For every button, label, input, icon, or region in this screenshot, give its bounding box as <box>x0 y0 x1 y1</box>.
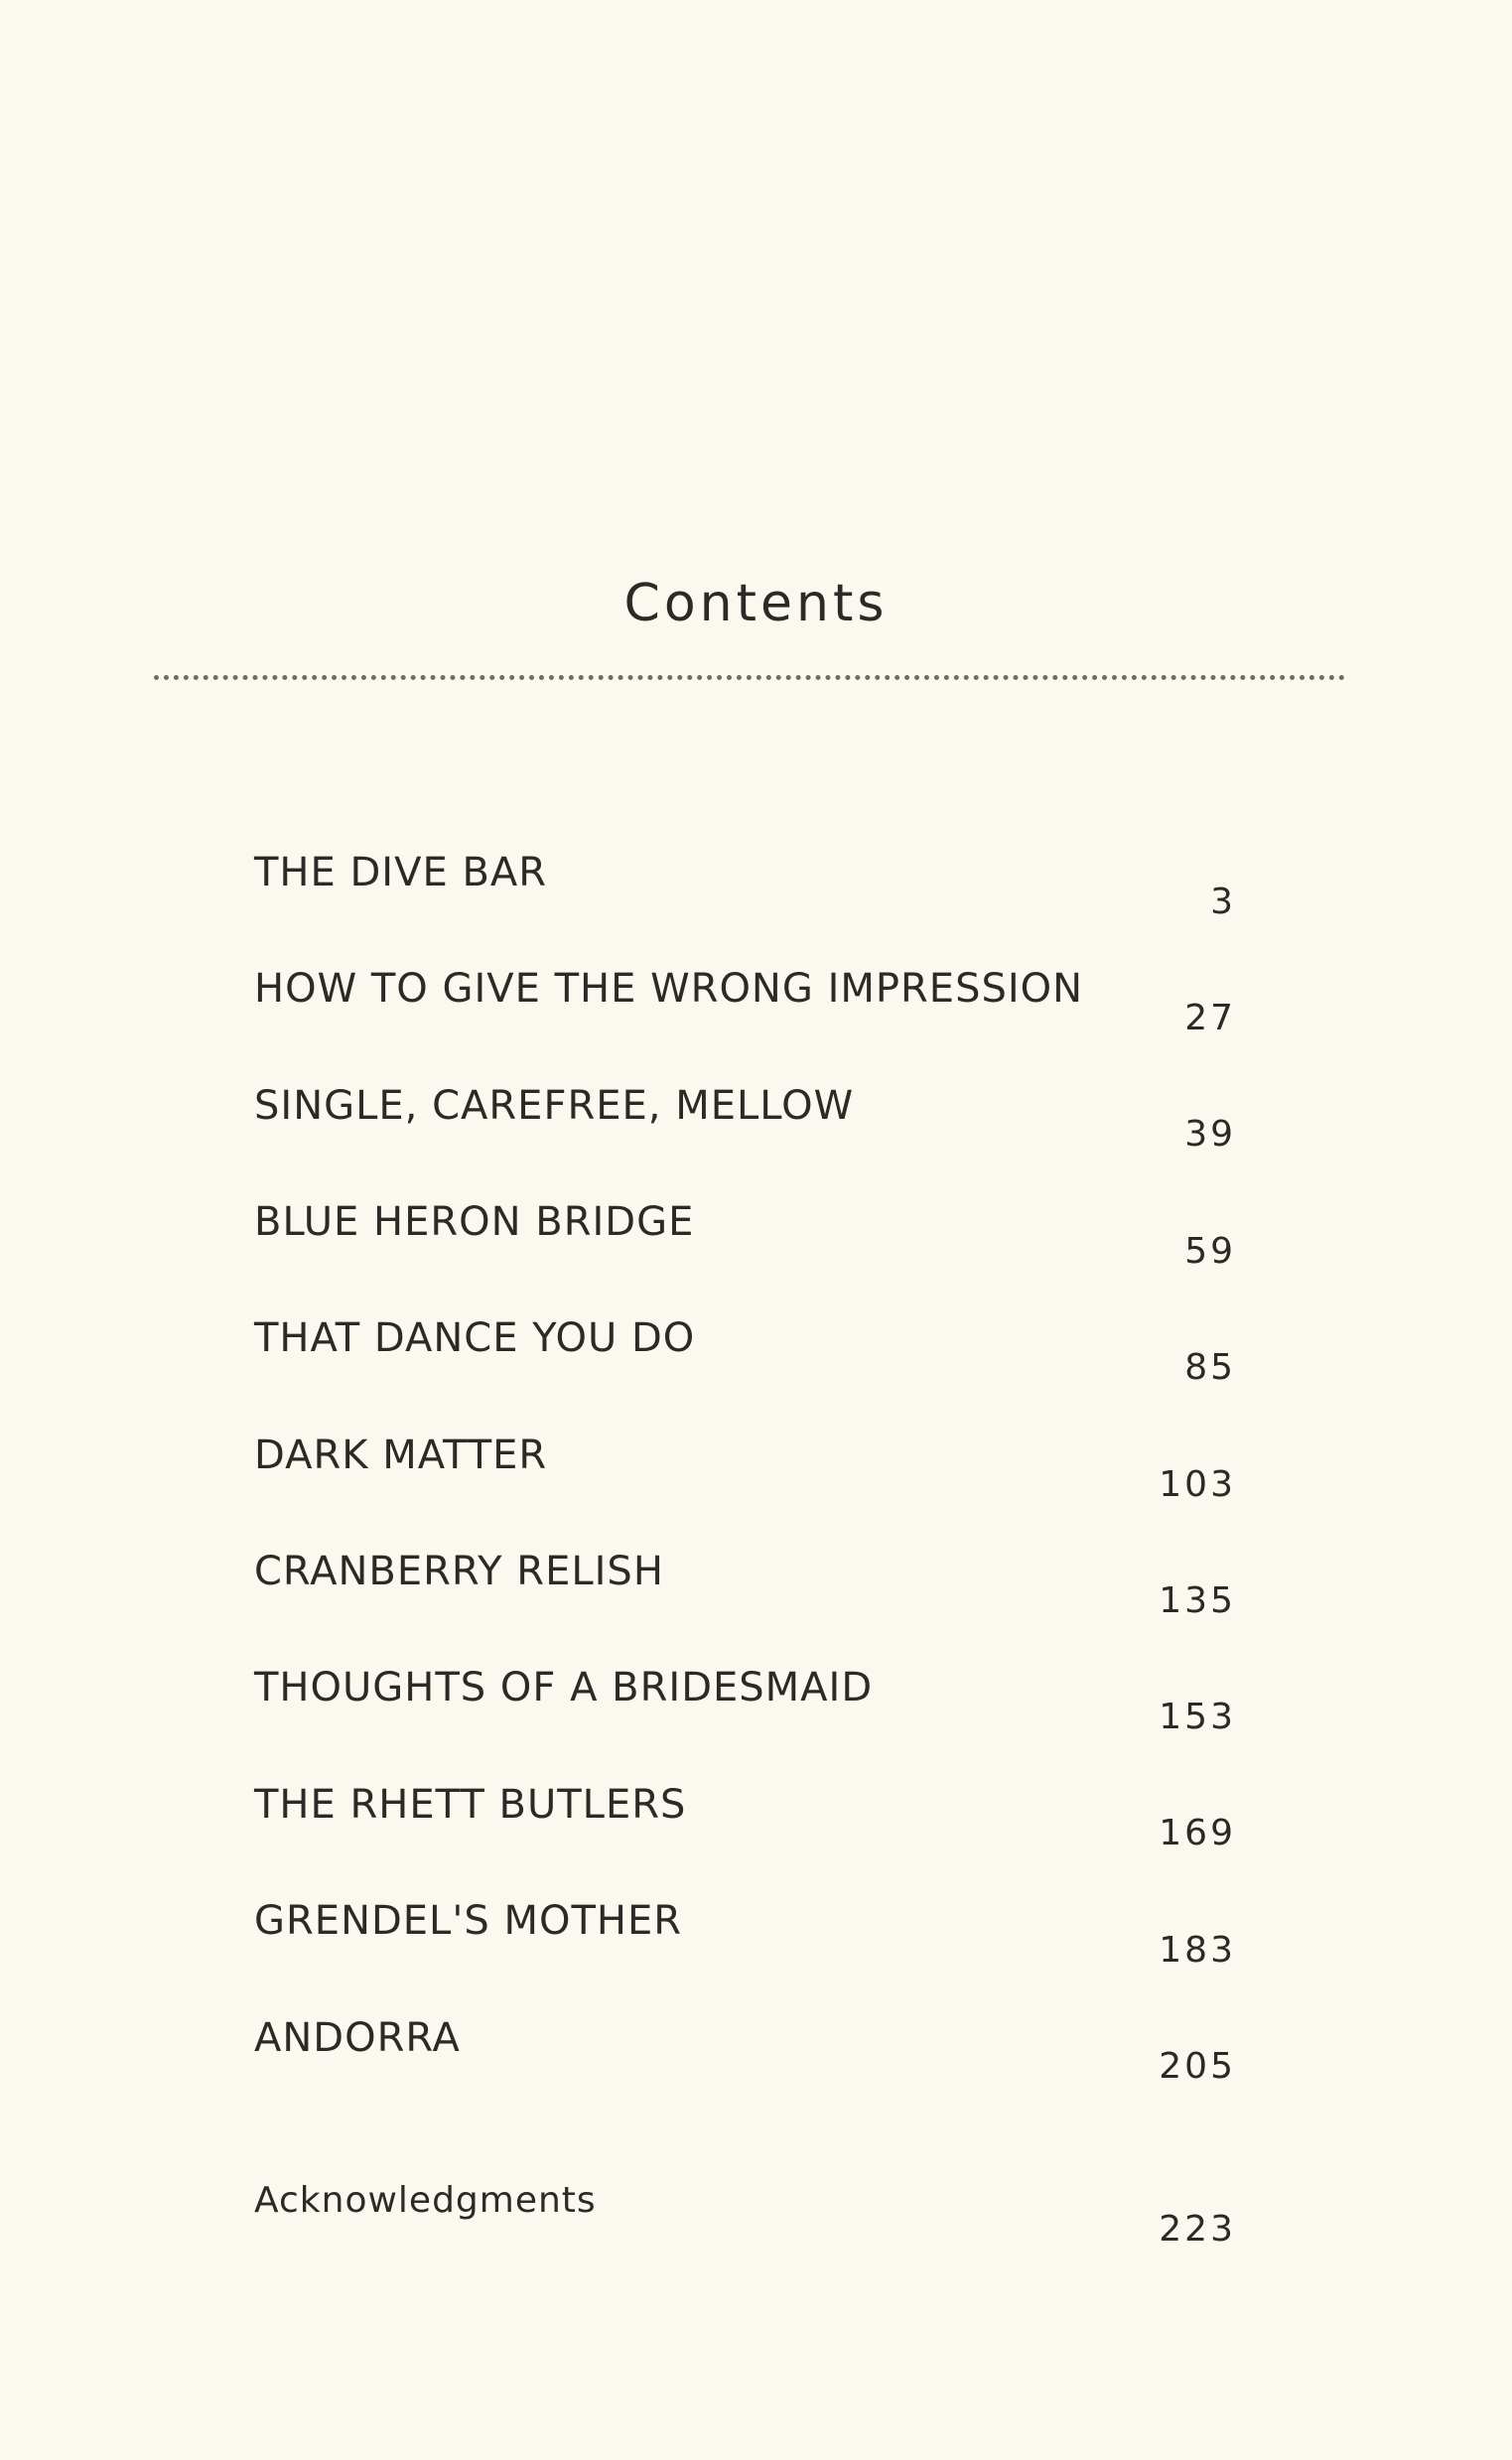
toc-entry-title[interactable]: THE RHETT BUTLERS <box>254 1782 687 1828</box>
toc-entry-page: 59 <box>1184 1231 1236 1272</box>
toc-entry-title[interactable]: ANDORRA <box>254 2015 461 2061</box>
toc-entry-page: 205 <box>1159 2046 1236 2087</box>
toc-entry-title[interactable]: DARK MATTER <box>254 1433 548 1478</box>
toc-entry-title[interactable]: THOUGHTS OF A BRIDESMAID <box>254 1665 874 1710</box>
toc-entry-page: 85 <box>1184 1347 1236 1388</box>
toc-entry-title[interactable]: GRENDEL'S MOTHER <box>254 1898 683 1944</box>
toc-entry-page: 135 <box>1159 1580 1236 1621</box>
toc-acknowledgments-title[interactable]: Acknowledgments <box>254 2180 597 2221</box>
toc-entry-title[interactable]: BLUE HERON BRIDGE <box>254 1199 695 1245</box>
page-title: Contents <box>623 574 889 633</box>
toc-entry-title[interactable]: HOW TO GIVE THE WRONG IMPRESSION <box>254 966 1084 1012</box>
toc-entry-page: 3 <box>1210 882 1236 922</box>
toc-acknowledgments-page: 223 <box>1159 2209 1236 2250</box>
toc-entry-page: 183 <box>1159 1930 1236 1971</box>
toc-entry-title[interactable]: THE DIVE BAR <box>254 850 548 895</box>
toc-entry-title[interactable]: CRANBERRY RELISH <box>254 1549 664 1594</box>
toc-entry-title[interactable]: SINGLE, CAREFREE, MELLOW <box>254 1083 855 1129</box>
toc-entry-page: 27 <box>1184 998 1236 1038</box>
toc-entry-page: 169 <box>1159 1813 1236 1853</box>
toc-entry-title[interactable]: THAT DANCE YOU DO <box>254 1315 696 1361</box>
toc-entry-page: 103 <box>1159 1464 1236 1505</box>
toc-entry-page: 39 <box>1184 1114 1236 1155</box>
toc-entry-page: 153 <box>1159 1697 1236 1737</box>
